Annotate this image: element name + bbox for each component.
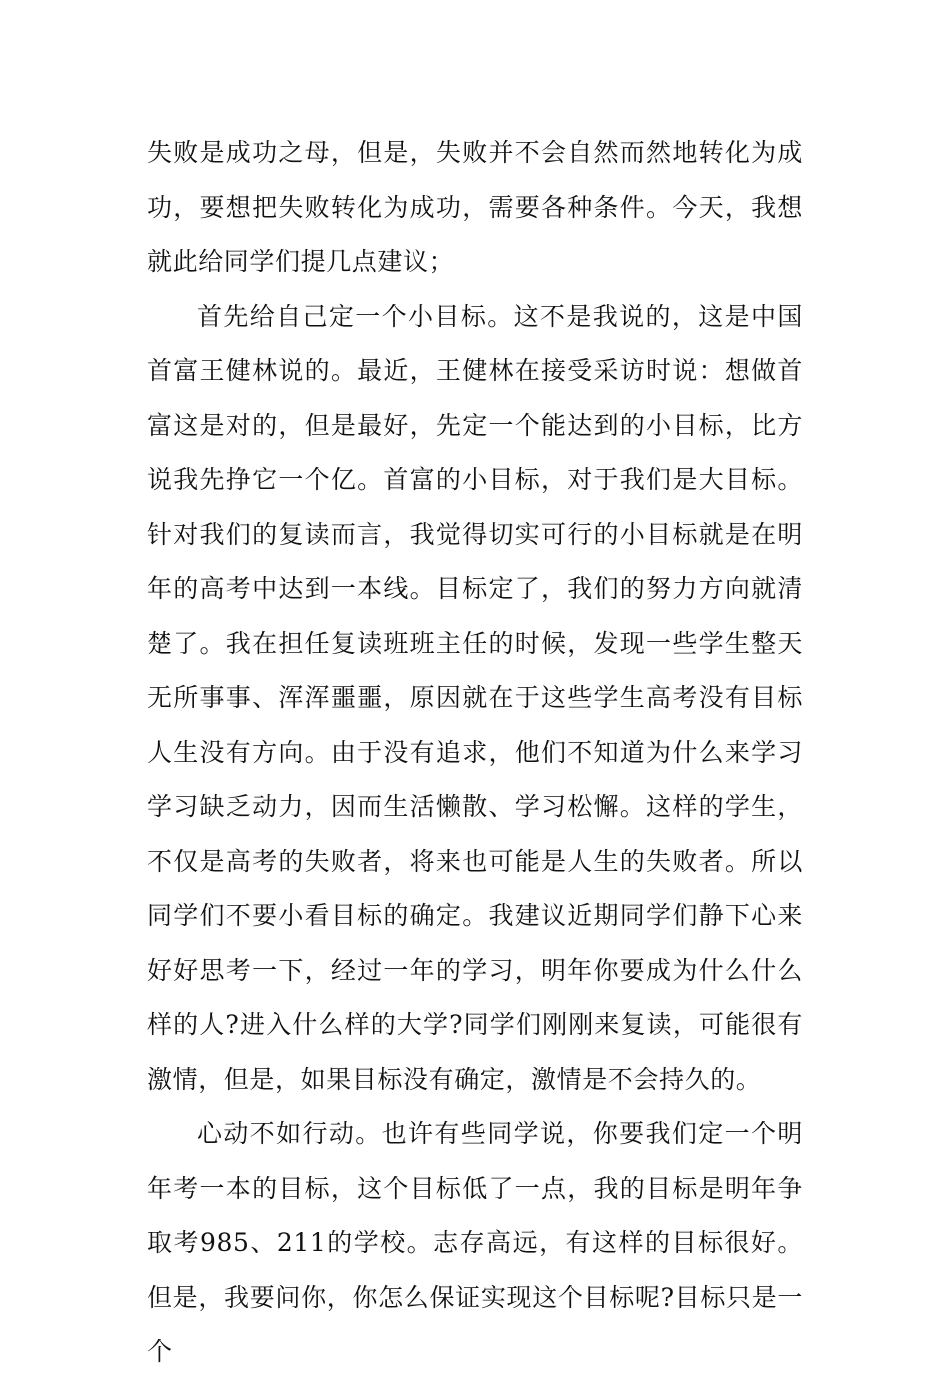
body-text [147,126,803,1380]
paragraph-1: 失败是成功之母，但是，失败并不会自然而然地转化为成功，要想把失败转化为成功，需要各种条件。今天，我想就此给同学们提几点建议； [147,138,803,276]
paragraph-3: 心动不如行动。也许有些同学说，你要我们定一个明年考一本的目标，这个目标低了一点，我的目标是明年争取考985、211的学校。志存高远，有这样的目标很好。但是，我要问你，你怎么保证实现这个目标呢?目标只是一个 [147,1119,803,1366]
paragraph-2: 首先给自己定一个小目标。这不是我说的，这是中国首富王健林说的。最近，王健林在接受采访时说：想做首富这是对的，但是最好，先定一个能达到的小目标，比方说我先挣它一个亿。首富的小目标，对于我们是大目标。针对我们的复读而言，我觉得切实可行的小目标就是在明年的高考中达到一本线。目标定了，我们的努力方向就清楚了。我在担任复读班班主任的时候，发现一些学生整天无所事事、浑浑噩噩，原因就在于这些学生高考没有目标人生没有方向。由于没有追求，他们不知道为什么来学习学习缺乏动力，因而生活懒散、学习松懈。这样的学生，不仅是高考的失败者，将来也可能是人生的失败者。所以同学们不要小看目标的确定。我建议近期同学们静下心来好好思考一下，经过一年的学习，明年你要成为什么什么样的人?进入什么样的大学?同学们刚刚来复读，可能很有激情，但是，如果目标没有确定，激情是不会持久的。 [147,301,803,1094]
